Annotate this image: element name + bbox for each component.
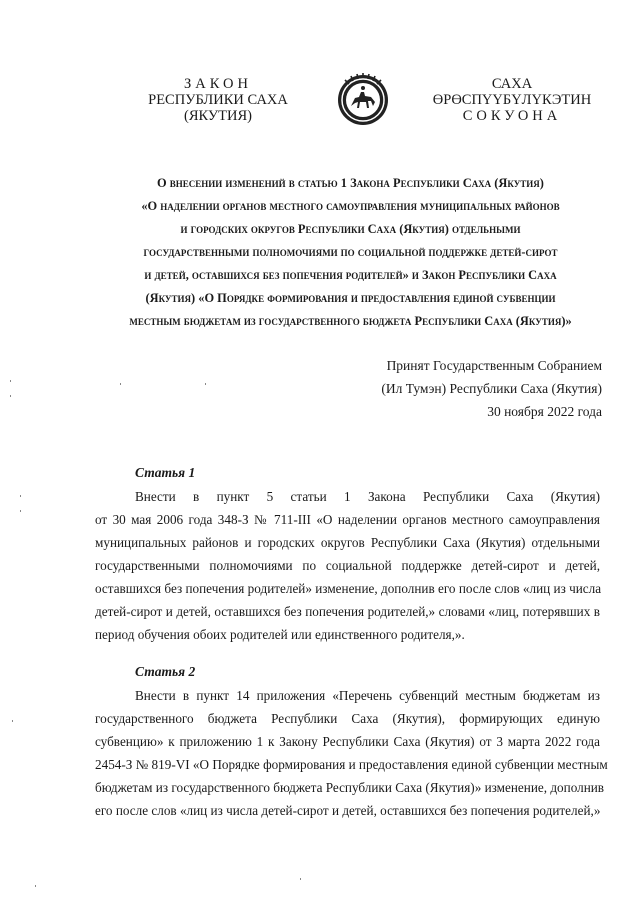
article-line: государственного бюджета Республики Саха (Якутия), формирующих единую bbox=[95, 711, 600, 726]
article-1-text bbox=[95, 485, 600, 646]
scan-speck bbox=[20, 510, 21, 512]
article-line: Внести в пункт 14 приложения «Перечень субвенций местным бюджетам из bbox=[135, 688, 600, 703]
title-line: «О наделении органов местного самоуправления муниципальных районов bbox=[141, 199, 560, 213]
title-line: государственными полномочиями по социальной поддержке детей-сирот bbox=[143, 245, 558, 259]
sakha-coat-of-arms-icon bbox=[333, 68, 393, 128]
header-right bbox=[412, 76, 612, 124]
header-right-title: САХА ӨРӨСПҮҮБҮЛҮКЭТИН bbox=[432, 76, 592, 108]
header-left-subtitle: РЕСПУБЛИКИ САХА (ЯКУТИЯ) bbox=[148, 92, 288, 124]
title-line: и детей, оставшихся без попечения родителей» и Закон Республики Саха bbox=[144, 268, 557, 282]
scan-speck bbox=[120, 383, 121, 385]
article-line: государственными полномочиями по социальной поддержке детей-сирот и детей, bbox=[95, 558, 600, 573]
header-left bbox=[118, 76, 318, 124]
scan-speck bbox=[205, 383, 206, 385]
article-line: бюджетам из государственного бюджета Республики Саха (Якутия)» изменение, дополнив bbox=[95, 780, 605, 795]
adoption-line: (Ил Тумэн) Республики Саха (Якутия) bbox=[381, 381, 602, 396]
scan-speck bbox=[20, 495, 21, 497]
scan-speck bbox=[10, 395, 11, 397]
adoption-info bbox=[302, 354, 602, 423]
article-line: детей-сирот и детей, оставшихся без попечения родителей,» словами «лиц, потерявших в bbox=[95, 604, 600, 619]
article-line: муниципальных районов и городских округов Республики Саха (Якутия) отдельными bbox=[95, 535, 600, 550]
article-1-heading: Статья 1 bbox=[135, 465, 196, 480]
article-2-text bbox=[95, 684, 608, 822]
header-left-title: ЗАКОН bbox=[184, 76, 252, 92]
article-line: от 30 мая 2006 года 348-З № 711-III «О наделении органов местного самоуправления bbox=[95, 512, 600, 527]
article-line: его после слов «лиц из числа детей-сирот и детей, оставшихся без попечения родителей,» bbox=[95, 803, 601, 818]
article-line: Внести в пункт 5 статьи 1 Закона Республики Саха (Якутия) bbox=[135, 489, 600, 504]
title-line: (Якутия) «О Порядке формирования и предоставления единой субвенции bbox=[145, 291, 556, 305]
scan-speck bbox=[35, 885, 36, 887]
title-line: О внесении изменений в статью 1 Закона Республики Саха (Якутия) bbox=[157, 176, 544, 190]
adoption-line: Принят Государственным Собранием bbox=[386, 358, 602, 373]
document-title bbox=[78, 172, 623, 333]
article-line: оставшихся без попечения родителей» изменение, дополнив его после слов «лиц из числа bbox=[95, 581, 602, 596]
article-line: субвенцию» к приложению 1 к Закону Республики Саха (Якутия) от 3 марта 2022 года bbox=[95, 734, 600, 749]
title-line: местным бюджетам из государственного бюджета Республики Саха (Якутия)» bbox=[129, 314, 572, 328]
scan-speck bbox=[300, 878, 301, 880]
header-right-subtitle: СОКУОНА bbox=[462, 108, 562, 124]
scan-speck bbox=[10, 380, 11, 382]
article-2-heading: Статья 2 bbox=[135, 664, 196, 679]
article-line: 2454-З № 819-VI «О Порядке формирования и предоставления единой субвенции местным bbox=[95, 757, 608, 772]
article-line: период обучения обоих родителей или единственного родителя,». bbox=[95, 627, 465, 642]
scan-speck bbox=[12, 720, 13, 722]
adoption-date: 30 ноября 2022 года bbox=[487, 404, 602, 419]
title-line: и городских округов Республики Саха (Якутия) отдельными bbox=[180, 222, 521, 236]
